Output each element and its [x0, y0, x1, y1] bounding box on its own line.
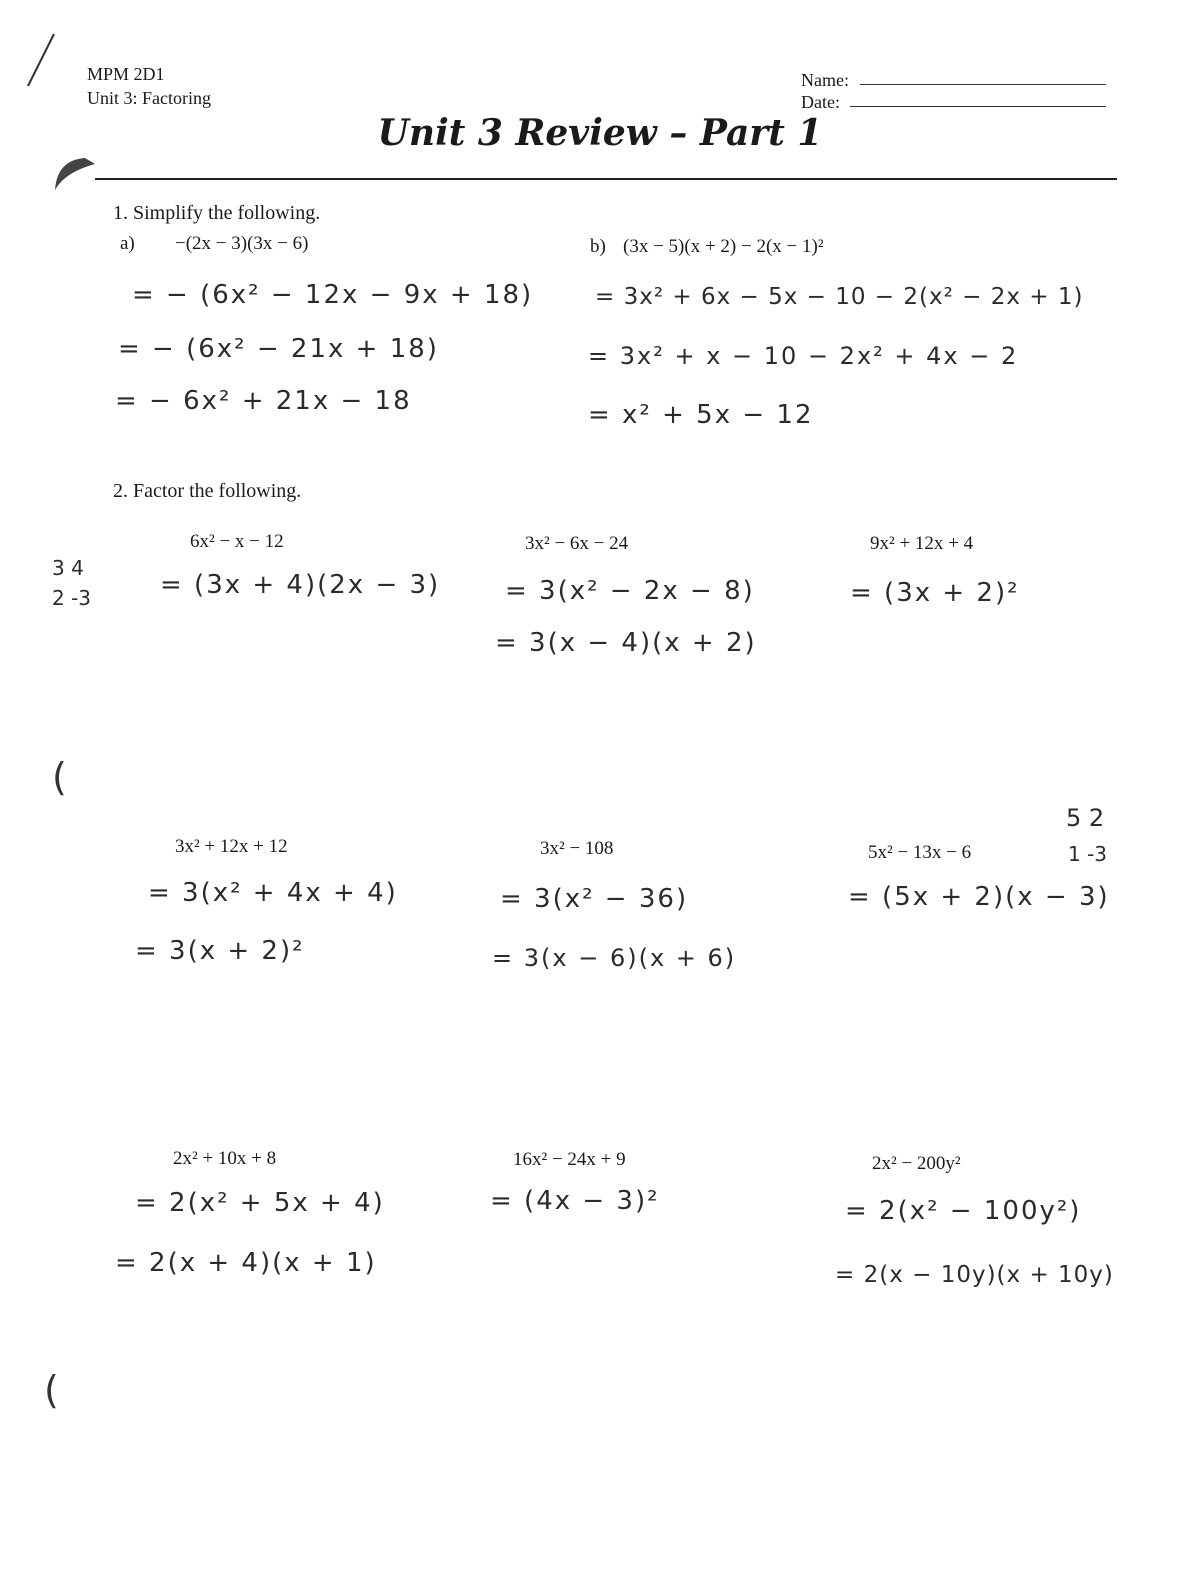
q2-expression: 3x² + 12x + 12 — [175, 836, 288, 857]
pen-stroke-mark — [20, 30, 60, 90]
binder-hole-top — [45, 150, 105, 200]
q2-work-line: = (3x + 2)² — [850, 578, 1020, 608]
q2-expression: 5x² − 13x − 6 — [868, 842, 972, 863]
unit-name: Unit 3: Factoring — [87, 88, 211, 108]
margin-note: 2 -3 — [52, 586, 92, 610]
q2-work-line: = (3x + 4)(2x − 3) — [160, 570, 441, 600]
name-field[interactable] — [860, 84, 1106, 85]
q1a-work-line: = − (6x² − 21x + 18) — [118, 334, 439, 364]
course-code: MPM 2D1 — [87, 64, 165, 84]
margin-note: 5 2 — [1066, 804, 1105, 832]
q2-work-line: = 2(x² − 100y²) — [845, 1196, 1082, 1226]
date-field[interactable] — [850, 106, 1106, 107]
binder-hole-bottom: ( — [44, 1368, 59, 1412]
q2-work-line: = 3(x + 2)² — [135, 936, 305, 966]
q1b-expression: (3x − 5)(x + 2) − 2(x − 1)² — [623, 236, 824, 257]
q2-expression: 3x² − 6x − 24 — [525, 533, 629, 554]
title-rule — [95, 178, 1117, 180]
q2-work-line: = 3(x² − 2x − 8) — [505, 576, 755, 606]
q1-prompt: 1. Simplify the following. — [113, 202, 321, 224]
q1a-work-line: = − (6x² − 12x − 9x + 18) — [132, 280, 534, 310]
q2-work-line: = 2(x − 10y)(x + 10y) — [835, 1262, 1114, 1288]
q1a-work-line: = − 6x² + 21x − 18 — [115, 386, 412, 416]
margin-note: 3 4 — [52, 556, 84, 580]
q2-prompt: 2. Factor the following. — [113, 480, 302, 502]
q2-expression: 6x² − x − 12 — [190, 531, 284, 552]
q1a-expression: −(2x − 3)(3x − 6) — [175, 233, 309, 254]
q2-work-line: = 2(x + 4)(x + 1) — [115, 1248, 377, 1278]
date-label: Date: — [801, 92, 840, 112]
name-label: Name: — [801, 70, 849, 90]
q1a-label: a) — [120, 233, 135, 254]
q1b-work-line: = x² + 5x − 12 — [588, 400, 814, 430]
q2-work-line: = 3(x² + 4x + 4) — [148, 878, 398, 908]
q2-work-line: = 2(x² + 5x + 4) — [135, 1188, 385, 1218]
q2-work-line: = (5x + 2)(x − 3) — [848, 882, 1110, 912]
q2-expression: 2x² − 200y² — [872, 1153, 961, 1174]
q2-work-line: = 3(x − 4)(x + 2) — [495, 628, 757, 658]
q1b-work-line: = 3x² + x − 10 − 2x² + 4x − 2 — [588, 342, 1019, 370]
margin-note: 1 -3 — [1068, 842, 1108, 866]
q2-expression: 2x² + 10x + 8 — [173, 1148, 277, 1169]
q2-expression: 16x² − 24x + 9 — [513, 1149, 626, 1170]
q2-expression: 9x² + 12x + 4 — [870, 533, 974, 554]
q2-work-line: = (4x − 3)² — [490, 1186, 660, 1216]
q1b-work-line: = 3x² + 6x − 5x − 10 − 2(x² − 2x + 1) — [595, 284, 1084, 310]
q2-expression: 3x² − 108 — [540, 838, 614, 859]
q1b-label: b) — [590, 236, 606, 257]
binder-hole-middle: ( — [52, 755, 67, 799]
q2-work-line: = 3(x − 6)(x + 6) — [492, 944, 737, 972]
page-title: Unit 3 Review – Part 1 — [377, 112, 823, 154]
q2-work-line: = 3(x² − 36) — [500, 884, 689, 914]
